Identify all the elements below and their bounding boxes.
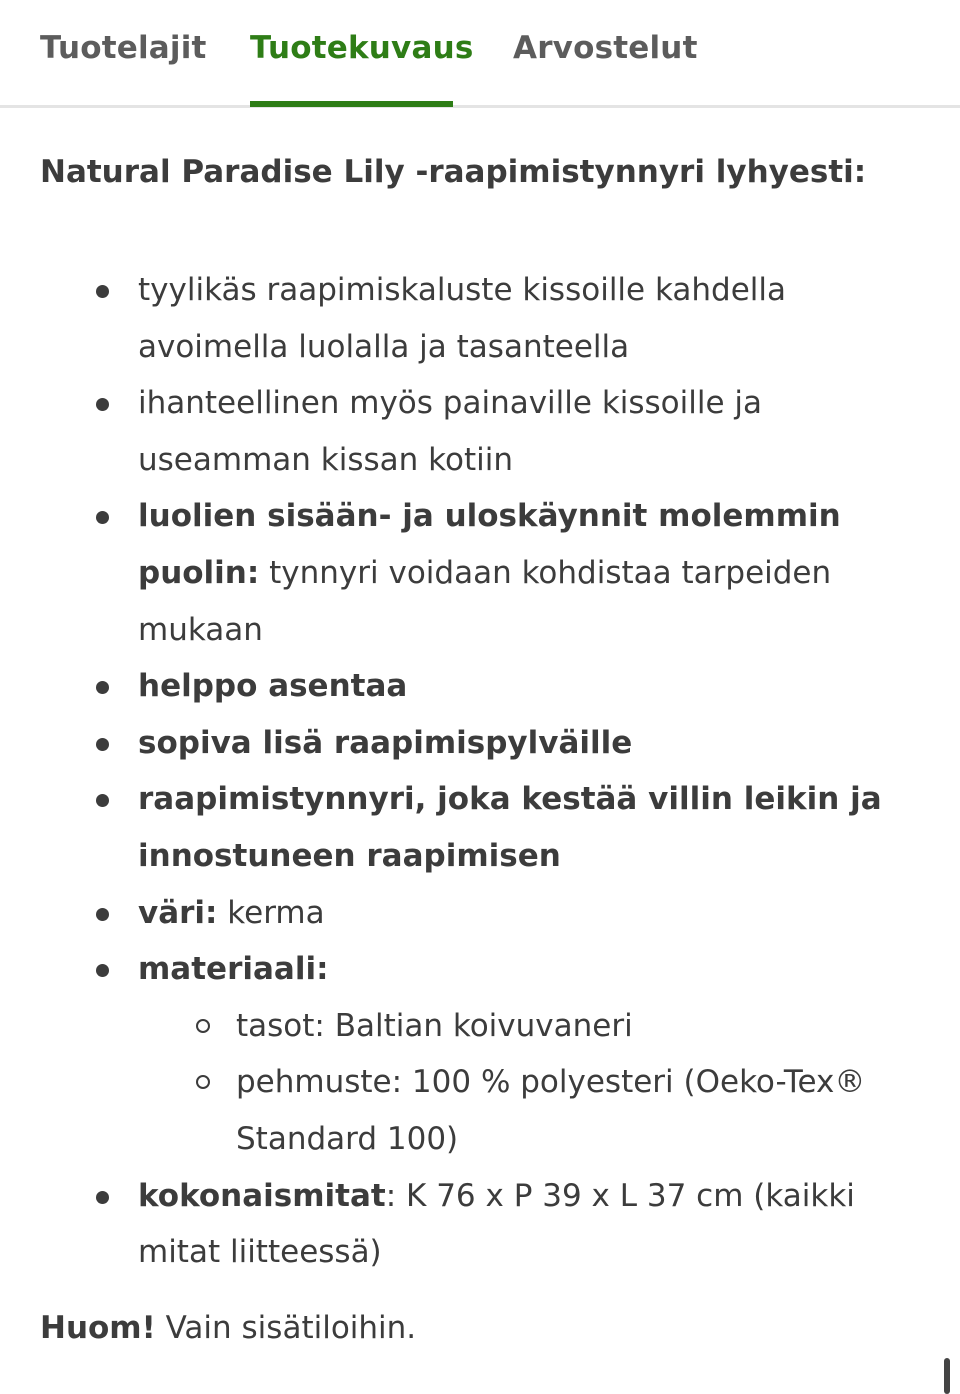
scrollbar-thumb[interactable]: [944, 1358, 950, 1394]
bullet-icon: [96, 738, 109, 751]
bullet-icon: [96, 681, 109, 694]
sub-list-item: [138, 1054, 920, 1167]
list-item: [0, 375, 960, 488]
note: [40, 1310, 416, 1346]
item-bold: väri:: [138, 894, 218, 931]
note-bold: Huom!: [40, 1310, 156, 1346]
list-item: [0, 771, 960, 884]
item-bold: raapimistynnyri, joka kestää villin leikin ja innostuneen raapimisen: [138, 781, 882, 874]
item-bold: luolien sisään- ja uloskäynnit molemmin puolin:: [138, 498, 841, 591]
bullet-icon: [96, 398, 109, 411]
material-sublist: [138, 998, 920, 1168]
bullet-icon: [96, 1191, 109, 1204]
feature-list: [0, 262, 960, 1281]
description-heading: Natural Paradise Lily -raapimistynnyri lyhyesti:: [40, 154, 867, 190]
circle-bullet-icon: [196, 1075, 210, 1089]
tab-tuotekuvaus[interactable]: Tuotekuvaus: [250, 30, 474, 66]
bullet-icon: [96, 964, 109, 977]
item-text: ihanteellinen myös painaville kissoille ja useamman kissan kotiin: [138, 385, 763, 478]
list-item: [0, 885, 960, 942]
item-text: : K 76 x P 39 x L 37 cm (kaikki mitat liitteessä): [138, 1177, 855, 1271]
item-text: kerma: [217, 894, 325, 931]
sub-list-item: [138, 998, 920, 1055]
circle-bullet-icon: [196, 1019, 210, 1033]
list-item: [0, 658, 960, 715]
active-tab-indicator: [250, 101, 453, 107]
list-item: [0, 941, 960, 1167]
bullet-icon: [96, 285, 109, 298]
sub-item-text: tasot: Baltian koivuvaneri: [236, 1007, 633, 1044]
item-bold: helppo asentaa: [138, 668, 408, 705]
list-item: [0, 715, 960, 772]
list-item: [0, 1168, 960, 1281]
list-item: [0, 488, 960, 658]
item-bold: sopiva lisä raapimispylväille: [138, 724, 633, 761]
bullet-icon: [96, 908, 109, 921]
item-text: tynnyri voidaan kohdistaa tarpeiden mukaan: [138, 554, 832, 648]
product-tabs: [0, 0, 960, 108]
list-item: [0, 262, 960, 375]
sub-item-text: pehmuste: 100 % polyesteri (Oeko-Tex® Standard 100): [236, 1064, 866, 1157]
item-bold: materiaali:: [138, 951, 329, 988]
bullet-icon: [96, 511, 109, 524]
bullet-icon: [96, 794, 109, 807]
tab-tuotelajit[interactable]: Tuotelajit: [40, 30, 207, 66]
item-text: tyylikäs raapimiskaluste kissoille kahdella avoimella luolalla ja tasanteella: [138, 272, 786, 365]
note-text: Vain sisätiloihin.: [155, 1310, 417, 1346]
tab-arvostelut[interactable]: Arvostelut: [513, 30, 698, 66]
item-bold: kokonaismitat: [138, 1177, 386, 1214]
